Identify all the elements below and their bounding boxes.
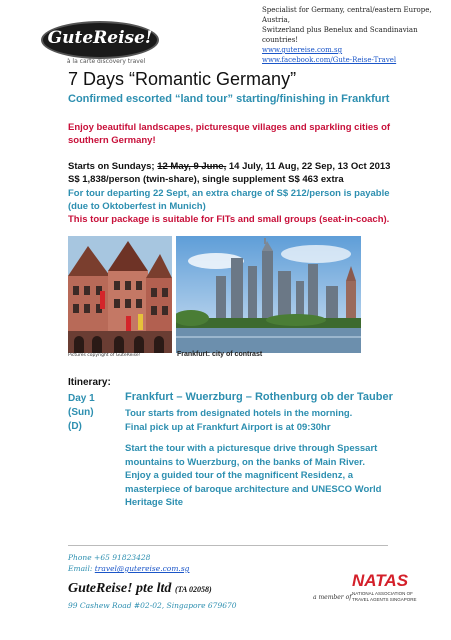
footer-phone: Phone +65 91823428 [68, 553, 151, 562]
footer-divider [68, 545, 388, 546]
specialist-line-1: Specialist for Germany, central/eastern Europe, Austria, [262, 6, 432, 24]
price-text: S$ 1,838/person (twin-share), single supplement S$ 463 extra [68, 174, 344, 185]
itinerary-label: Itinerary: [68, 377, 111, 388]
page-title: 7 Days “Romantic Germany” [68, 69, 297, 89]
day-line-2: Final pick up at Frankfurt Airport is at 09:30hr [125, 422, 331, 433]
natas-logo [350, 570, 422, 606]
photo-copyright: Pictures copyright of GuteReise! [68, 353, 141, 358]
day-line-1: Tour starts from designated hotels in the morning. [125, 408, 353, 419]
meal-code: (D) [68, 421, 82, 432]
specialist-line-2: Switzerland plus Benelux and Scandinavian countries! [262, 26, 418, 44]
footer-address: 99 Cashew Road #02-02, Singapore 679670 [68, 601, 237, 610]
header-info [262, 5, 448, 65]
company-name: GuteReise! pte ltd [68, 581, 172, 596]
day-number: Day 1 [68, 393, 95, 404]
website-link[interactable]: www.gutereise.com.sg [262, 46, 343, 54]
natas-sub-2: TRAVEL AGENTS SINGAPORE [352, 597, 417, 602]
day-details [125, 407, 352, 435]
day-description: Start the tour with a picturesque drive through Spessart mountains to Wuerzburg, on the banks of Main River. Enjoy a guided tour of the magnificent Residenz, a masterpiece of baroque architecture and UNESCO World Heritage Site [125, 443, 382, 508]
logo-tagline: à la carte discovery travel [66, 58, 146, 65]
gutereise-logo [41, 21, 159, 69]
day-of-week: (Sun) [68, 407, 94, 418]
start-dates [68, 160, 390, 173]
footer-email-line [68, 563, 189, 574]
suitable-text: This tour package is suitable for FITs and small groups (seat-in-coach). [68, 214, 390, 225]
day-title: Frankfurt – Wuerzburg – Rothenburg ob der Tauber [125, 391, 393, 403]
oktoberfest-line-2: (due to Oktoberfest in Munich) [68, 201, 206, 212]
intro-text: Enjoy beautiful landscapes, picturesque villages and sparkling cities of southern Germany! [68, 122, 391, 146]
footer-contact [68, 552, 189, 574]
start-dates-cancelled: 12 May, 9 June, [157, 161, 227, 172]
day-info-column [68, 392, 95, 434]
footer-email-link[interactable]: travel@gutereise.com.sg [94, 564, 190, 573]
facebook-link[interactable]: www.facebook.com/Gute-Reise-Travel [262, 56, 397, 64]
page-subtitle: Confirmed escorted “land tour” starting/finishing in Frankfurt [68, 93, 390, 105]
natas-sub-1: NATIONAL ASSOCIATION OF [352, 591, 413, 596]
photo-frankfurt-skyline [176, 236, 361, 353]
footer-email-label: Email: [68, 564, 95, 573]
company-license: (TA 02058) [174, 585, 212, 594]
member-of-text: a member of [313, 594, 352, 601]
oktoberfest-line-1: For tour departing 22 Sept, an extra charge of S$ 212/person is payable [68, 188, 390, 199]
photo-roemer [68, 236, 172, 353]
natas-logo-text: NATAS [352, 571, 409, 590]
start-dates-prefix: Starts on Sundays; [68, 161, 158, 172]
photo-caption: Frankfurt: city of contrast [177, 351, 263, 358]
logo-text: GuteReise! [47, 28, 153, 48]
footer-company [68, 581, 212, 597]
start-dates-list: 14 July, 11 Aug, 22 Sep, 13 Oct 2013 [226, 161, 391, 172]
